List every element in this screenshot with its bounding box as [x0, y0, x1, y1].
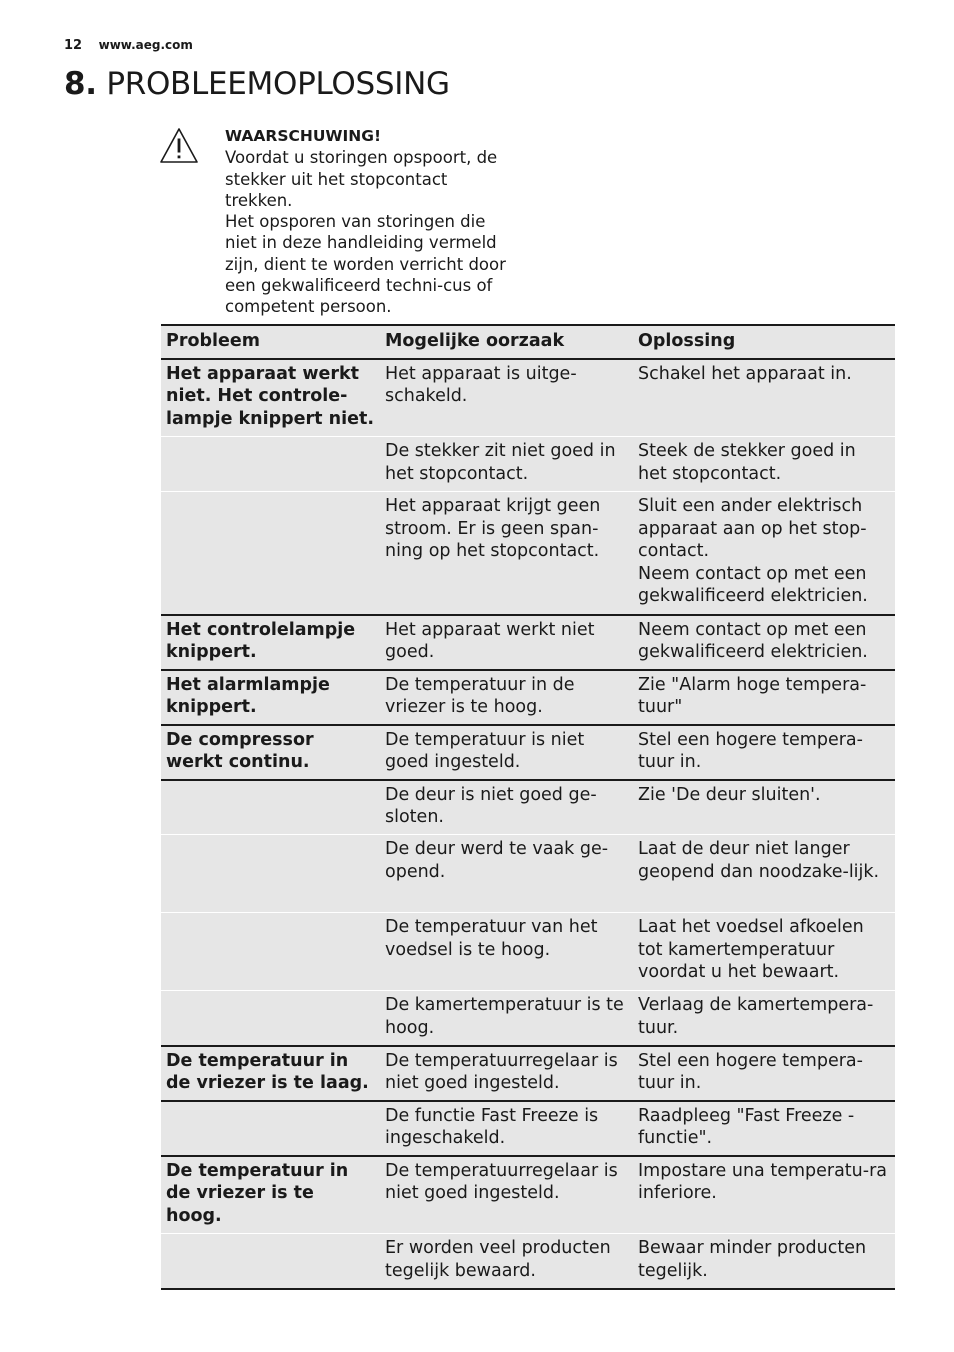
solution-cell: Raadpleeg "Fast Freeze -functie". — [633, 1101, 895, 1156]
problem-cell — [161, 437, 380, 492]
warning-text-2: Het opsporen van storingen die niet in deze handleiding vermeld zijn, dient te worden verricht door een gekwalificeerd techni-cus of competent persoon. — [225, 212, 506, 317]
table-row — [161, 359, 895, 437]
table-row — [161, 615, 895, 670]
problem-cell — [161, 1234, 380, 1289]
table-row — [161, 437, 895, 492]
cause-cell: De temperatuur van het voedsel is te hoog. — [380, 913, 633, 991]
solution-cell: Laat de deur niet langer geopend dan noodzake-lijk. — [633, 835, 895, 913]
cause-cell: Het apparaat is uitge-schakeld. — [380, 359, 633, 437]
cause-cell: Er worden veel producten tegelijk bewaard. — [380, 1234, 633, 1289]
column-header-cause: Mogelijke oorzaak — [380, 325, 633, 359]
table-row — [161, 835, 895, 913]
solution-cell: Impostare una temperatu-ra inferiore. — [633, 1156, 895, 1234]
table-row — [161, 1101, 895, 1156]
problem-cell — [161, 991, 380, 1046]
section-number: 8. — [64, 66, 97, 102]
warning-triangle-icon — [158, 126, 200, 166]
warning-box — [225, 126, 515, 318]
solution-cell: Stel een hogere tempera-tuur in. — [633, 1046, 895, 1101]
solution-cell — [633, 492, 895, 615]
table-row — [161, 780, 895, 835]
warning-text-1: Voordat u storingen opspoort, de stekker uit het stopcontact trekken. — [225, 148, 498, 210]
problem-cell: De temperatuur in de vriezer is te hoog. — [161, 1156, 380, 1234]
cause-cell: De deur is niet goed ge-sloten. — [380, 780, 633, 835]
solution-cell: Schakel het apparaat in. — [633, 359, 895, 437]
table-row — [161, 725, 895, 780]
table-row — [161, 1156, 895, 1234]
cause-cell: De kamertemperatuur is te hoog. — [380, 991, 633, 1046]
table-row — [161, 670, 895, 725]
cause-cell: De temperatuur is niet goed ingesteld. — [380, 725, 633, 780]
cause-cell: De stekker zit niet goed in het stopcontact. — [380, 437, 633, 492]
cause-cell: De temperatuur in de vriezer is te hoog. — [380, 670, 633, 725]
problem-cell — [161, 780, 380, 835]
table-row — [161, 913, 895, 991]
problem-cell: Het alarmlampje knippert. — [161, 670, 380, 725]
page-header — [64, 38, 193, 53]
table-row — [161, 1046, 895, 1101]
problem-cell — [161, 835, 380, 913]
website-url: www.aeg.com — [98, 38, 193, 52]
cause-cell: Het apparaat werkt niet goed. — [380, 615, 633, 670]
problem-cell — [161, 1101, 380, 1156]
column-header-problem: Probleem — [161, 325, 380, 359]
solution-line: Sluit een ander elektrisch apparaat aan op het stop-contact. — [638, 496, 867, 561]
solution-cell: Laat het voedsel afkoelen tot kamertemperatuur voordat u het bewaart. — [633, 913, 895, 991]
problem-cell — [161, 913, 380, 991]
problem-cell: De compressor werkt continu. — [161, 725, 380, 780]
cause-cell: De temperatuurregelaar is niet goed ingesteld. — [380, 1046, 633, 1101]
cause-cell: De temperatuurregelaar is niet goed ingesteld. — [380, 1156, 633, 1234]
solution-cell: Bewaar minder producten tegelijk. — [633, 1234, 895, 1289]
solution-cell: Stel een hogere tempera-tuur in. — [633, 725, 895, 780]
section-title-text: PROBLEEMOPLOSSING — [106, 66, 450, 102]
table-header-row — [161, 325, 895, 359]
column-header-solution: Oplossing — [633, 325, 895, 359]
warning-title: WAARSCHUWING! — [225, 127, 382, 145]
table-row — [161, 1234, 895, 1289]
cause-cell: De deur werd te vaak ge-opend. — [380, 835, 633, 913]
solution-cell: Zie 'De deur sluiten'. — [633, 780, 895, 835]
troubleshooting-table — [161, 324, 895, 1290]
solution-cell: Steek de stekker goed in het stopcontact. — [633, 437, 895, 492]
table-row — [161, 991, 895, 1046]
solution-cell: Verlaag de kamertempera-tuur. — [633, 991, 895, 1046]
page-number: 12 — [64, 38, 83, 53]
cause-cell: De functie Fast Freeze is ingeschakeld. — [380, 1101, 633, 1156]
cause-cell: Het apparaat krijgt geen stroom. Er is geen span-ning op het stopcontact. — [380, 492, 633, 615]
solution-cell: Neem contact op met een gekwalificeerd elektricien. — [633, 615, 895, 670]
section-title — [64, 66, 450, 102]
problem-cell: Het apparaat werkt niet. Het controle-lampje knippert niet. — [161, 359, 380, 437]
problem-cell: Het controlelampje knippert. — [161, 615, 380, 670]
solution-line: Neem contact op met een gekwalificeerd elektricien. — [638, 563, 868, 606]
table-row — [161, 492, 895, 615]
problem-cell — [161, 492, 380, 615]
problem-cell: De temperatuur in de vriezer is te laag. — [161, 1046, 380, 1101]
solution-cell: Zie "Alarm hoge tempera-tuur" — [633, 670, 895, 725]
